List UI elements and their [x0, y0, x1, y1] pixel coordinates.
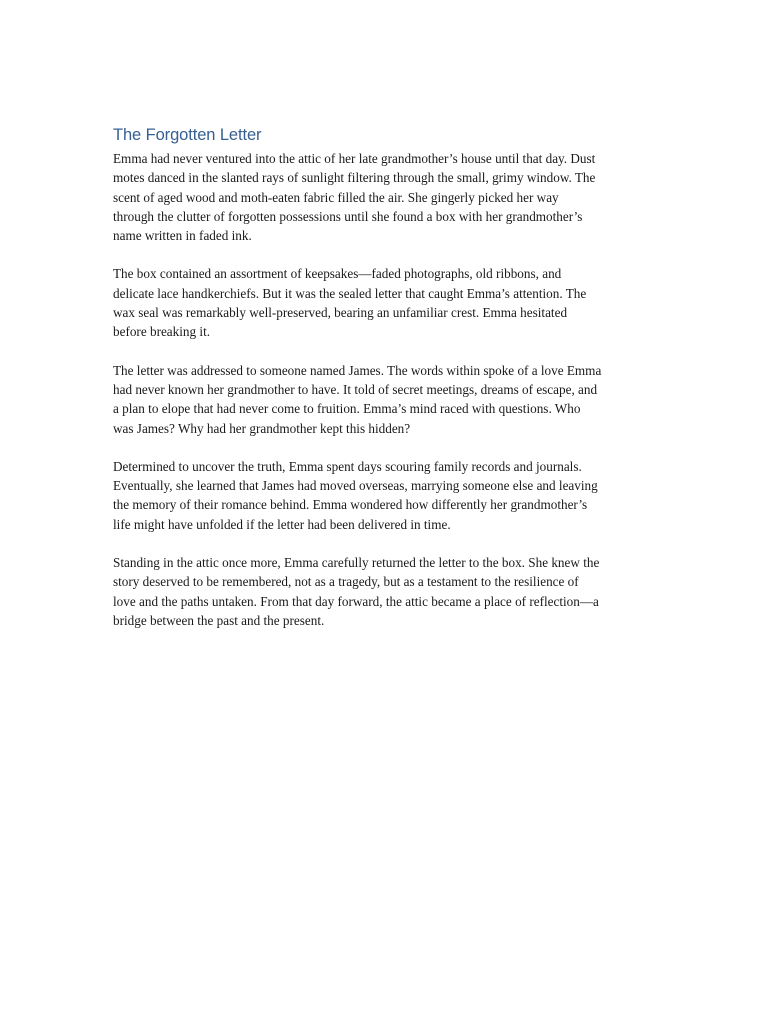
paragraph-line: The letter was addressed to someone named James. The words within spoke of a love Emma: [113, 362, 602, 378]
paragraph-2: [113, 264, 658, 341]
paragraph-line: was James? Why had her grandmother kept this hidden?: [113, 420, 411, 436]
document-title: The Forgotten Letter: [113, 126, 262, 144]
paragraph-line: before breaking it.: [113, 324, 211, 340]
paragraph-line: life might have unfolded if the letter had been delivered in time.: [113, 516, 451, 532]
paragraph-5: [113, 553, 658, 630]
paragraph-line: through the clutter of forgotten possessions until she found a box with her grandmother’s: [113, 208, 583, 224]
paragraph-line: delicate lace handkerchiefs. But it was the sealed letter that caught Emma’s attention. The: [113, 285, 587, 301]
paragraph-line: wax seal was remarkably well-preserved, bearing an unfamiliar crest. Emma hesitated: [113, 305, 568, 321]
paragraph-line: story deserved to be remembered, not as a tragedy, but as a testament to the resilience of: [113, 574, 579, 590]
paragraph-line: Emma had never ventured into the attic of her late grandmother’s house until that day. Dust: [113, 151, 596, 166]
document-body: [113, 124, 658, 649]
paragraph-line: motes danced in the slanted rays of sunlight filtering through the small, grimy window. The: [113, 170, 596, 186]
paragraph-line: scent of aged wood and moth-eaten fabric filled the air. She gingerly picked her way: [113, 189, 559, 205]
paragraph-line: had never known her grandmother to have. It told of secret meetings, dreams of escape, and: [113, 381, 598, 397]
paragraph-line: bridge between the past and the present.: [113, 612, 325, 628]
paragraph-line: The box contained an assortment of keepsakes—faded photographs, old ribbons, and: [113, 266, 562, 282]
paragraph-1: [113, 149, 658, 245]
paragraph-4: [113, 457, 658, 534]
paragraph-3: [113, 361, 658, 438]
paragraph-line: the memory of their romance behind. Emma wondered how differently her grandmother’s: [113, 497, 588, 513]
paragraph-line: Determined to uncover the truth, Emma spent days scouring family records and journals.: [113, 458, 582, 474]
paragraph-line: love and the paths untaken. From that day forward, the attic became a place of reflection—a: [113, 593, 599, 609]
paragraph-line: Eventually, she learned that James had moved overseas, marrying someone else and leaving: [113, 478, 598, 494]
paragraph-line: name written in faded ink.: [113, 228, 252, 244]
paragraph-line: a plan to elope that had never come to fruition. Emma’s mind raced with questions. Who: [113, 401, 581, 417]
paragraph-line: Standing in the attic once more, Emma carefully returned the letter to the box. She knew the: [113, 555, 600, 571]
